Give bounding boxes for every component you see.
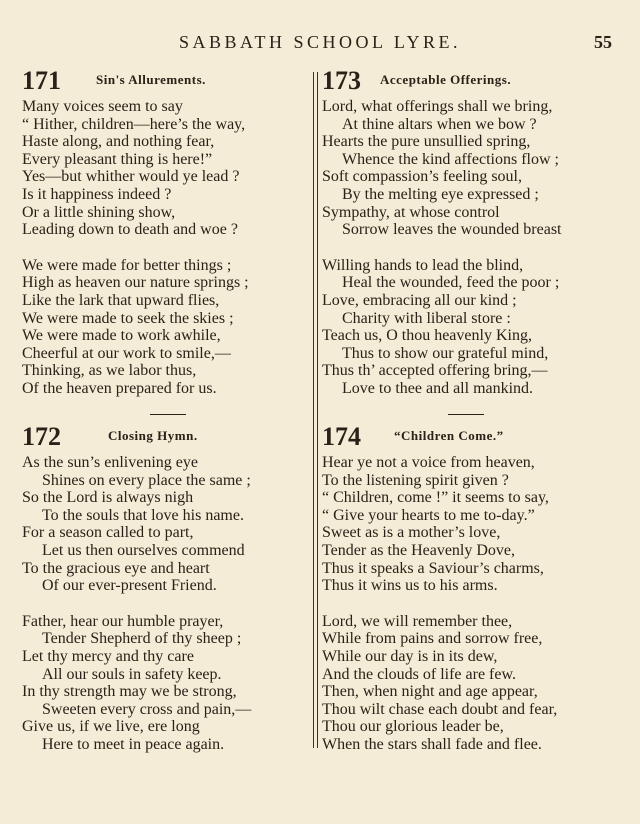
verse-line: To the souls that love his name. <box>42 506 244 524</box>
hymn-174 <box>322 422 622 754</box>
verse-line: At thine altars when we bow ? <box>342 115 537 133</box>
verse-line: Father, hear our humble prayer, <box>22 612 224 630</box>
hymn-173 <box>322 66 622 398</box>
verse-line: For a season called to part, <box>22 524 194 542</box>
verse-line: Thus to show our grateful mind, <box>342 344 549 362</box>
hymn-number: 172 <box>22 422 61 451</box>
verse-line: Charity with liberal store : <box>342 309 511 327</box>
verse-line: To the gracious eye and heart <box>22 559 210 577</box>
verse-line: Is it happiness indeed ? <box>22 185 172 203</box>
hymn-171 <box>22 66 307 398</box>
verse-line: In thy strength may we be strong, <box>22 683 237 701</box>
stanza <box>322 98 622 239</box>
stanza <box>22 257 307 398</box>
page-header <box>0 32 640 58</box>
verse-line: “ Hither, children—here’s the way, <box>22 115 246 133</box>
verse-line: Thou our glorious leader be, <box>322 718 504 736</box>
verse-line: Hearts the pure unsullied spring, <box>322 133 531 151</box>
hymn-heading <box>322 422 622 454</box>
verse-line: Willing hands to lead the blind, <box>322 256 524 274</box>
verse-line: Of our ever-present Friend. <box>42 577 217 595</box>
verse-line: We were made for better things ; <box>22 256 232 274</box>
column-rule-left <box>313 72 314 748</box>
verse-line: Give us, if we live, ere long <box>22 718 200 736</box>
verse-line: Sympathy, at whose control <box>322 203 500 221</box>
verse-line: Love to thee and all mankind. <box>342 379 534 397</box>
verse-line: Tender as the Heavenly Dove, <box>322 541 516 559</box>
running-title: SABBATH SCHOOL LYRE. <box>178 32 462 52</box>
verse-line: Sorrow leaves the wounded breast <box>342 221 562 239</box>
verse-line: Of the heaven prepared for us. <box>22 379 217 397</box>
hymn-172 <box>22 422 307 754</box>
verse-line: Thus th’ accepted offering bring,— <box>322 362 548 380</box>
verse-line: Tender Shepherd of thy sheep ; <box>42 630 242 648</box>
verse-line: Every pleasant thing is here!” <box>22 150 213 168</box>
verse-line: We were made to seek the skies ; <box>22 309 234 327</box>
verse-line: Here to meet in peace again. <box>42 735 225 753</box>
verse-line: Then, when night and age appear, <box>322 683 538 701</box>
stanza <box>22 613 307 754</box>
verse-line: “ Give your hearts to me to-day.” <box>322 506 535 524</box>
hymn-title: “Children Come.” <box>394 428 504 443</box>
verse-line: All our souls in safety keep. <box>42 665 222 683</box>
stanza <box>22 98 307 239</box>
column-rule-right <box>317 72 318 748</box>
verse-line: High as heaven our nature springs ; <box>22 274 249 292</box>
verse-line: Thus it wins us to his arms. <box>322 577 498 595</box>
hymn-divider <box>150 414 186 415</box>
hymn-number: 174 <box>322 422 361 451</box>
verse-line: To the listening spirit given ? <box>322 471 509 489</box>
verse-line: Like the lark that upward flies, <box>22 291 220 309</box>
verse-line: Love, embracing all our kind ; <box>322 291 517 309</box>
verse-line: When the stars shall fade and flee. <box>322 735 542 753</box>
verse-line: Many voices seem to say <box>22 98 183 115</box>
verse-line: Teach us, O thou heavenly King, <box>322 327 532 345</box>
hymn-heading <box>22 66 307 98</box>
verse-line: Leading down to death and woe ? <box>22 221 238 239</box>
verse-line: Cheerful at our work to smile,— <box>22 344 231 362</box>
verse-line: While from pains and sorrow free, <box>322 630 543 648</box>
verse-line: Soft compassion’s feeling soul, <box>322 168 522 186</box>
verse-line: Sweeten every cross and pain,— <box>42 700 252 718</box>
verse-line: Hear ye not a voice from heaven, <box>322 454 535 471</box>
verse-line: Lord, what offerings shall we bring, <box>322 98 553 115</box>
hymn-heading <box>322 66 622 98</box>
verse-line: And the clouds of life are few. <box>322 665 516 683</box>
verse-line: We were made to work awhile, <box>22 327 221 345</box>
verse-line: Sweet as is a mother’s love, <box>322 524 501 542</box>
stanza <box>322 454 622 595</box>
page-number: 55 <box>594 32 612 52</box>
hymn-title: Acceptable Offerings. <box>380 72 512 87</box>
verse-line: So the Lord is always nigh <box>22 489 194 507</box>
verse-line: While our day is in its dew, <box>322 647 498 665</box>
verse-line: Let us then ourselves commend <box>42 541 245 559</box>
stanza <box>322 257 622 398</box>
verse-line: “ Children, come !” it seems to say, <box>322 489 549 507</box>
verse-line: Whence the kind affections flow ; <box>342 150 559 168</box>
verse-line: Thus it speaks a Saviour’s charms, <box>322 559 544 577</box>
verse-line: Haste along, and nothing fear, <box>22 133 215 151</box>
hymn-number: 171 <box>22 66 61 95</box>
hymn-number: 173 <box>322 66 361 95</box>
verse-line: Let thy mercy and thy care <box>22 647 194 665</box>
verse-line: By the melting eye expressed ; <box>342 185 539 203</box>
verse-line: Thinking, as we labor thus, <box>22 362 197 380</box>
verse-line: Lord, we will remember thee, <box>322 612 513 630</box>
hymn-title: Sin's Allurements. <box>96 72 206 87</box>
verse-line: Or a little shining show, <box>22 203 176 221</box>
verse-line: Yes—but whither would ye lead ? <box>22 168 240 186</box>
verse-line: Heal the wounded, feed the poor ; <box>342 274 560 292</box>
verse-line: Shines on every place the same ; <box>42 471 251 489</box>
verse-line: As the sun’s enlivening eye <box>22 454 198 471</box>
hymn-divider <box>448 414 484 415</box>
stanza <box>22 454 307 595</box>
hymn-heading <box>22 422 307 454</box>
stanza <box>322 613 622 754</box>
verse-line: Thou wilt chase each doubt and fear, <box>322 700 558 718</box>
hymn-title: Closing Hymn. <box>108 428 198 443</box>
